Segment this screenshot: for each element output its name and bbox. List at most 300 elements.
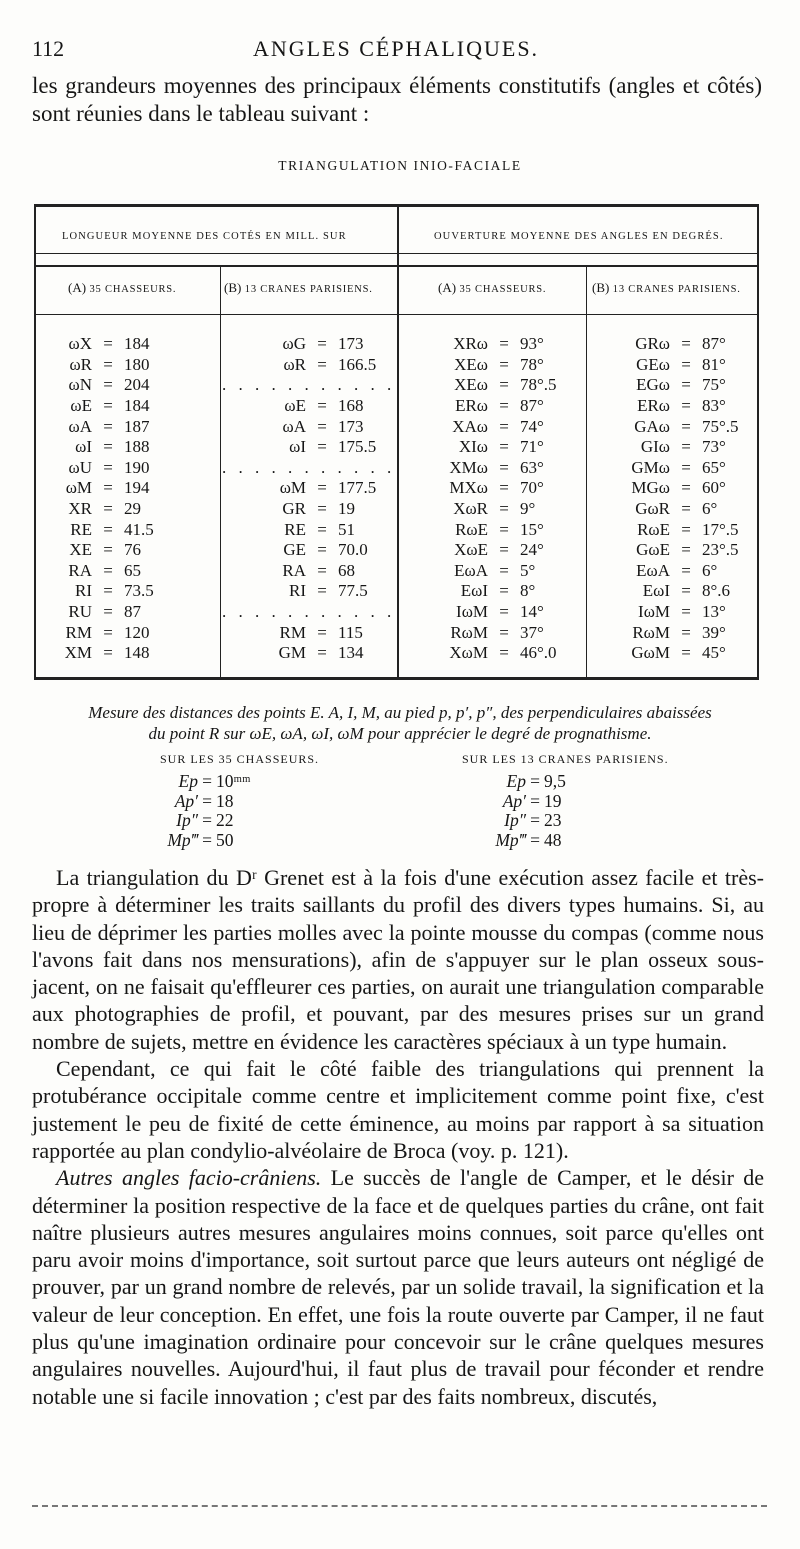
dotted-leader-row: . . . . . . . . . . .: [222, 457, 396, 477]
equals-sign: =: [499, 622, 509, 642]
equals-sign: =: [317, 540, 327, 560]
cell-label: RA: [282, 560, 306, 580]
cell-label: RA: [68, 560, 92, 580]
cell-label: ωM: [65, 478, 92, 498]
cell-label: EωA: [636, 560, 670, 580]
cell-label: GM: [278, 643, 306, 663]
cell-value: 75°: [702, 375, 726, 395]
cell-label: RI: [75, 581, 92, 601]
table-row: [222, 437, 408, 458]
cell-label: ωN: [68, 375, 92, 395]
cell-label: RI: [289, 581, 306, 601]
cell-value: 187: [124, 416, 150, 436]
subheader-mark: (B): [224, 280, 242, 295]
measure-value: 48: [544, 829, 562, 850]
equals-sign: =: [681, 334, 691, 354]
measure-value: 23: [544, 810, 562, 831]
dotted-leader-row: . . . . . . . . . . .: [222, 602, 396, 622]
table-row: [588, 561, 782, 582]
measure-value: 10ᵐᵐ: [216, 771, 251, 792]
measure-row: [156, 811, 266, 831]
subheader-mark: (B): [592, 280, 610, 295]
equals-sign: =: [103, 519, 113, 539]
cell-value: 17°.5: [702, 519, 739, 539]
header-rule-right: [399, 253, 757, 254]
intro-text: les grandeurs moyennes des principaux éléments constitutifs (angles et côtés) sont réunies dans le tableau suivant :: [32, 73, 762, 126]
column-a-chasseurs-angles: [400, 334, 600, 664]
cell-value: 5°: [520, 560, 536, 580]
cell-value: 29: [124, 499, 141, 519]
table-row: [400, 540, 600, 561]
equals-sign: =: [681, 622, 691, 642]
cell-label: ωE: [284, 396, 306, 416]
cell-value: 78°: [520, 354, 544, 374]
equals-sign: =: [103, 622, 113, 642]
equals-sign: =: [499, 354, 509, 374]
measure-row: [484, 772, 594, 792]
table-row: [36, 375, 184, 396]
cell-value: 15°: [520, 519, 544, 539]
table-row: [36, 519, 184, 540]
equals-sign: =: [103, 560, 113, 580]
subheader-b-left: [224, 280, 373, 296]
table-row: [588, 643, 782, 664]
equals-sign: =: [202, 810, 212, 831]
left-group-header: LONGUEUR MOYENNE DES COTÉS EN MILL. SUR: [62, 231, 347, 242]
cell-label: ωE: [70, 396, 92, 416]
cell-value: 166.5: [338, 354, 377, 374]
measures-right-header: SUR LES 13 CRANES PARISIENS.: [462, 752, 669, 766]
cell-value: 87°: [702, 334, 726, 354]
cell-label: ωG: [282, 334, 306, 354]
cell-value: 41.5: [124, 519, 154, 539]
measures-left-header: SUR LES 35 CHASSEURS.: [160, 752, 320, 766]
cell-value: 6°: [702, 560, 718, 580]
equals-sign: =: [103, 478, 113, 498]
paragraph-2: Cependant, ce qui fait le côté faible des triangulations qui prennent la protubérance occipitale comme centre et implicitement comme point fixe, c'est justement le peu de fixité de cette éminence, au moins par rapport à sa situation rapportée au plan condylio-alvéolaire de Broca (voy. p. 121).: [32, 1056, 764, 1163]
measure-value: 9,5: [544, 771, 566, 792]
table-row: [222, 540, 408, 561]
subheader-mark: (A): [68, 280, 87, 295]
table-row: [400, 375, 600, 396]
cell-label: RM: [279, 622, 306, 642]
cell-value: 148: [124, 643, 150, 663]
measures-right-list: [484, 772, 594, 850]
equals-sign: =: [103, 581, 113, 601]
equals-sign: =: [103, 457, 113, 477]
table-row: [588, 458, 782, 479]
cell-label: XωR: [453, 499, 488, 519]
cell-label: EωI: [460, 581, 488, 601]
equals-sign: =: [317, 334, 327, 354]
table-row: [36, 581, 184, 602]
cell-value: 46°.0: [520, 643, 557, 663]
equals-sign: =: [317, 478, 327, 498]
cell-label: GR: [282, 499, 306, 519]
subheader-top-rule: [36, 265, 757, 267]
table-row: [36, 396, 184, 417]
equals-sign: =: [202, 829, 212, 850]
cell-label: XAω: [452, 416, 488, 436]
cell-label: GωM: [631, 643, 670, 663]
measure-label: Mp‴: [167, 829, 198, 850]
measure-value: 18: [216, 790, 234, 811]
cell-value: 78°.5: [520, 375, 557, 395]
measure-row: [156, 772, 266, 792]
measure-value: 50: [216, 829, 234, 850]
equals-sign: =: [681, 560, 691, 580]
cell-value: 134: [338, 643, 364, 663]
equals-sign: =: [103, 540, 113, 560]
cell-value: 120: [124, 622, 150, 642]
cell-label: EωA: [454, 560, 488, 580]
cell-label: EGω: [636, 375, 670, 395]
equals-sign: =: [681, 478, 691, 498]
equals-sign: =: [317, 581, 327, 601]
measure-label: Ip″: [176, 810, 198, 831]
table-row: [588, 622, 782, 643]
cell-value: 77.5: [338, 581, 368, 601]
subheader-text: 35 CHASSEURS.: [459, 284, 547, 295]
subheader-b-right: [592, 280, 741, 296]
subheader-text: 35 CHASSEURS.: [89, 284, 177, 295]
table-row: [400, 437, 600, 458]
cell-value: 24°: [520, 540, 544, 560]
cell-label: ωA: [282, 416, 306, 436]
measure-value: 22: [216, 810, 234, 831]
table-row: [400, 581, 600, 602]
cell-value: 45°: [702, 643, 726, 663]
table-row: [222, 561, 408, 582]
table-row: [400, 643, 600, 664]
equals-sign: =: [202, 790, 212, 811]
table-row: [36, 437, 184, 458]
equals-sign: =: [681, 643, 691, 663]
header-rule-left: [36, 253, 397, 254]
table-row: [588, 540, 782, 561]
cell-label: XIω: [458, 437, 488, 457]
cell-value: 73°: [702, 437, 726, 457]
cell-value: 39°: [702, 622, 726, 642]
cell-value: 51: [338, 519, 355, 539]
cell-value: 74°: [520, 416, 544, 436]
caption-line-1: Mesure des distances des points E. A, I, M, au pied p, p′, p″, des perpendiculaires abaissées: [88, 703, 712, 722]
equals-sign: =: [681, 519, 691, 539]
table-row: [36, 499, 184, 520]
cell-value: 71°: [520, 437, 544, 457]
cell-value: 65: [124, 560, 141, 580]
table-row: [222, 643, 408, 664]
measure-row: [156, 792, 266, 812]
cell-value: 81°: [702, 354, 726, 374]
table-row: [222, 478, 408, 499]
cell-label: RE: [284, 519, 306, 539]
table-row: [588, 519, 782, 540]
equals-sign: =: [317, 519, 327, 539]
cell-value: 175.5: [338, 437, 377, 457]
table-row: [400, 519, 600, 540]
equals-sign: =: [530, 790, 540, 811]
equals-sign: =: [103, 354, 113, 374]
cell-label: XM: [64, 643, 92, 663]
table-row: [222, 416, 408, 437]
table-row: [588, 396, 782, 417]
subheader-a-left: [68, 280, 176, 296]
equals-sign: =: [499, 437, 509, 457]
cell-label: IωM: [638, 602, 670, 622]
measure-value: 19: [544, 790, 562, 811]
table-row: [588, 334, 782, 355]
table-row: [36, 643, 184, 664]
cell-label: XEω: [454, 354, 488, 374]
cell-label: XE: [69, 540, 92, 560]
running-head: [32, 36, 760, 66]
table-row: [588, 499, 782, 520]
cell-value: 184: [124, 396, 150, 416]
table-row: [222, 499, 408, 520]
cell-label: MXω: [449, 478, 488, 498]
table-row: [36, 602, 184, 623]
cell-label: RE: [70, 519, 92, 539]
table-row: [400, 478, 600, 499]
cell-value: 63°: [520, 457, 544, 477]
cell-label: XEω: [454, 375, 488, 395]
subheader-mark: (A): [438, 280, 457, 295]
equals-sign: =: [317, 396, 327, 416]
table-row: [36, 622, 184, 643]
subheader-bottom-rule: [36, 314, 757, 315]
equals-sign: =: [317, 499, 327, 519]
cell-value: 70.0: [338, 540, 368, 560]
measure-row: [484, 831, 594, 851]
cell-label: ωI: [75, 437, 92, 457]
measure-row: [156, 831, 266, 851]
table-row: [36, 561, 184, 582]
equals-sign: =: [103, 499, 113, 519]
equals-sign: =: [530, 771, 540, 792]
equals-sign: =: [681, 499, 691, 519]
cell-label: ERω: [455, 396, 488, 416]
equals-sign: =: [499, 499, 509, 519]
footer-dashed-rule: [32, 1505, 767, 1507]
cell-label: GE: [283, 540, 306, 560]
equals-sign: =: [317, 354, 327, 374]
cell-label: IωM: [456, 602, 488, 622]
cell-label: GωE: [636, 540, 670, 560]
cell-value: 190: [124, 457, 150, 477]
cell-value: 184: [124, 334, 150, 354]
table-row: [588, 355, 782, 376]
equals-sign: =: [499, 334, 509, 354]
equals-sign: =: [317, 622, 327, 642]
table-row: [588, 581, 782, 602]
equals-sign: =: [499, 602, 509, 622]
table-row: [36, 478, 184, 499]
cell-value: 8°: [520, 581, 536, 601]
cell-value: 87°: [520, 396, 544, 416]
cell-value: 65°: [702, 457, 726, 477]
table-row: [400, 561, 600, 582]
cell-value: 188: [124, 437, 150, 457]
cell-value: 173: [338, 334, 364, 354]
equals-sign: =: [103, 375, 113, 395]
equals-sign: =: [681, 581, 691, 601]
cell-label: GEω: [636, 354, 670, 374]
cell-label: ωU: [68, 457, 92, 477]
cell-label: XωE: [454, 540, 488, 560]
equals-sign: =: [499, 560, 509, 580]
table-row: [588, 375, 782, 396]
cell-label: ωR: [69, 354, 92, 374]
equals-sign: =: [499, 581, 509, 601]
paragraph-3: [32, 1164, 764, 1410]
cell-value: 180: [124, 354, 150, 374]
table-row: [400, 396, 600, 417]
cell-value: 14°: [520, 602, 544, 622]
cell-value: 13°: [702, 602, 726, 622]
equals-sign: =: [103, 334, 113, 354]
equals-sign: =: [103, 416, 113, 436]
cell-label: ωR: [283, 354, 306, 374]
right-group-header: OUVERTURE MOYENNE DES ANGLES EN DEGRÉS.: [434, 231, 724, 242]
cell-value: 37°: [520, 622, 544, 642]
measure-row: [484, 792, 594, 812]
table-row: [36, 458, 184, 479]
equals-sign: =: [499, 643, 509, 663]
cell-value: 168: [338, 396, 364, 416]
column-b-parisiens-lengths: [222, 334, 408, 664]
body-text: [32, 864, 764, 1410]
equals-sign: =: [202, 771, 212, 792]
table-row: [588, 478, 782, 499]
cell-label: RU: [68, 602, 92, 622]
subheader-text: 13 CRANES PARISIENS.: [244, 284, 373, 295]
equals-sign: =: [499, 478, 509, 498]
cell-label: GIω: [640, 437, 670, 457]
measure-label: Ep: [178, 771, 198, 792]
page-number: 112: [32, 36, 65, 61]
measure-label: Mp‴: [495, 829, 526, 850]
caption-line-2: du point R sur ωE, ωA, ωI, ωM pour apprécier le degré de prognathisme.: [148, 724, 652, 743]
subheader-a-right: [438, 280, 546, 296]
equals-sign: =: [681, 416, 691, 436]
section-lead: Autres angles facio-crâniens.: [56, 1165, 322, 1191]
table-row: [36, 540, 184, 561]
equals-sign: =: [103, 396, 113, 416]
table-row: [400, 416, 600, 437]
cell-value: 93°: [520, 334, 544, 354]
table-row: [400, 499, 600, 520]
cell-value: 60°: [702, 478, 726, 498]
cell-value: 194: [124, 478, 150, 498]
figure-caption: [0, 702, 800, 744]
cell-value: 73.5: [124, 581, 154, 601]
cell-label: RωE: [455, 519, 488, 539]
table-row: [588, 416, 782, 437]
cell-label: GAω: [634, 416, 670, 436]
equals-sign: =: [317, 437, 327, 457]
cell-value: 115: [338, 622, 363, 642]
equals-sign: =: [499, 540, 509, 560]
left-col-divider: [220, 265, 221, 677]
paragraph-1: La triangulation du Dʳ Grenet est à la fois d'une exécution assez facile et très-propre à déterminer les traits saillants du profil des divers types humains. Si, au lieu de déprimer les parties molles avec la pointe mousse du compas (comme nous l'avons fait dans nos mensurations), afin de s'appuyer sur le plan osseux sous-jacent, on ne faisait qu'effleurer ces parties, on aurait une triangulation comparable aux photographies de profil, et pouvant, par des mesures prises sur un grand nombre de sujets, mettre en évidence les caractères spéciaux à un type humain.: [32, 865, 764, 1054]
cell-label: RωM: [450, 622, 488, 642]
equals-sign: =: [499, 519, 509, 539]
equals-sign: =: [681, 437, 691, 457]
table-row: [400, 355, 600, 376]
cell-value: 87: [124, 602, 141, 622]
paragraph-3-text: Le succès de l'angle de Camper, et le désir de déterminer la position respective de la face et de quelques parties du crâne, ont fait naître plusieurs autres mesures angulaires moins connues, soit parce qu'elles ont paru avoir moins d'importance, soit surtout parce que leurs auteurs ont négligé de prouver, par un grand nombre de relevés, par un solide travail, la signification et la valeur de leur conception. En effet, une fois la route ouverte par Camper, il ne faut plus qu'une imagination ordinaire pour concevoir sur le crâne quelques mesures angulaires nouvelles. Aujourd'hui, il faut plus de travail pour féconder et rendre notable une si facile innovation ; c'est par des faits nombreux, discutés,: [32, 1165, 764, 1409]
table-row: [36, 355, 184, 376]
column-b-parisiens-angles: [588, 334, 782, 664]
equals-sign: =: [317, 416, 327, 436]
table-row: [222, 519, 408, 540]
equals-sign: =: [681, 375, 691, 395]
cell-label: XR: [68, 499, 92, 519]
cell-value: 9°: [520, 499, 536, 519]
table-row: [222, 581, 408, 602]
table-row: [36, 416, 184, 437]
equals-sign: =: [317, 643, 327, 663]
equals-sign: =: [681, 602, 691, 622]
table-row: [588, 602, 782, 623]
table-title: TRIANGULATION INIO-FACIALE: [278, 158, 522, 173]
equals-sign: =: [681, 354, 691, 374]
table-row: [400, 602, 600, 623]
column-a-chasseurs-lengths: [36, 334, 184, 664]
table-row: [400, 622, 600, 643]
cell-label: RωE: [637, 519, 670, 539]
cell-value: 177.5: [338, 478, 377, 498]
running-title: ANGLES CÉPHALIQUES.: [252, 36, 540, 61]
cell-value: 204: [124, 375, 150, 395]
cell-value: 76: [124, 540, 141, 560]
cell-label: RM: [65, 622, 92, 642]
cell-label: XMω: [449, 457, 488, 477]
cell-label: MGω: [631, 478, 670, 498]
equals-sign: =: [530, 810, 540, 831]
measure-label: Ep: [506, 771, 526, 792]
equals-sign: =: [681, 457, 691, 477]
cell-value: 173: [338, 416, 364, 436]
equals-sign: =: [499, 375, 509, 395]
measure-label: Ap′: [174, 790, 198, 811]
table-row: [588, 437, 782, 458]
equals-sign: =: [317, 560, 327, 580]
measure-row: [484, 811, 594, 831]
table-row: [222, 334, 408, 355]
table-row: [36, 334, 184, 355]
equals-sign: =: [681, 396, 691, 416]
cell-label: GRω: [635, 334, 670, 354]
cell-label: ωX: [68, 334, 92, 354]
equals-sign: =: [103, 643, 113, 663]
measures-left-list: [156, 772, 266, 850]
equals-sign: =: [499, 457, 509, 477]
equals-sign: =: [103, 437, 113, 457]
cell-value: 83°: [702, 396, 726, 416]
cell-value: 8°.6: [702, 581, 731, 601]
dotted-leader-row: . . . . . . . . . . .: [222, 375, 396, 395]
cell-value: 68: [338, 560, 355, 580]
cell-label: GMω: [631, 457, 670, 477]
equals-sign: =: [499, 396, 509, 416]
cell-label: ERω: [637, 396, 670, 416]
cell-label: ωA: [68, 416, 92, 436]
cell-value: 75°.5: [702, 416, 739, 436]
cell-value: 23°.5: [702, 540, 739, 560]
cell-value: 19: [338, 499, 355, 519]
